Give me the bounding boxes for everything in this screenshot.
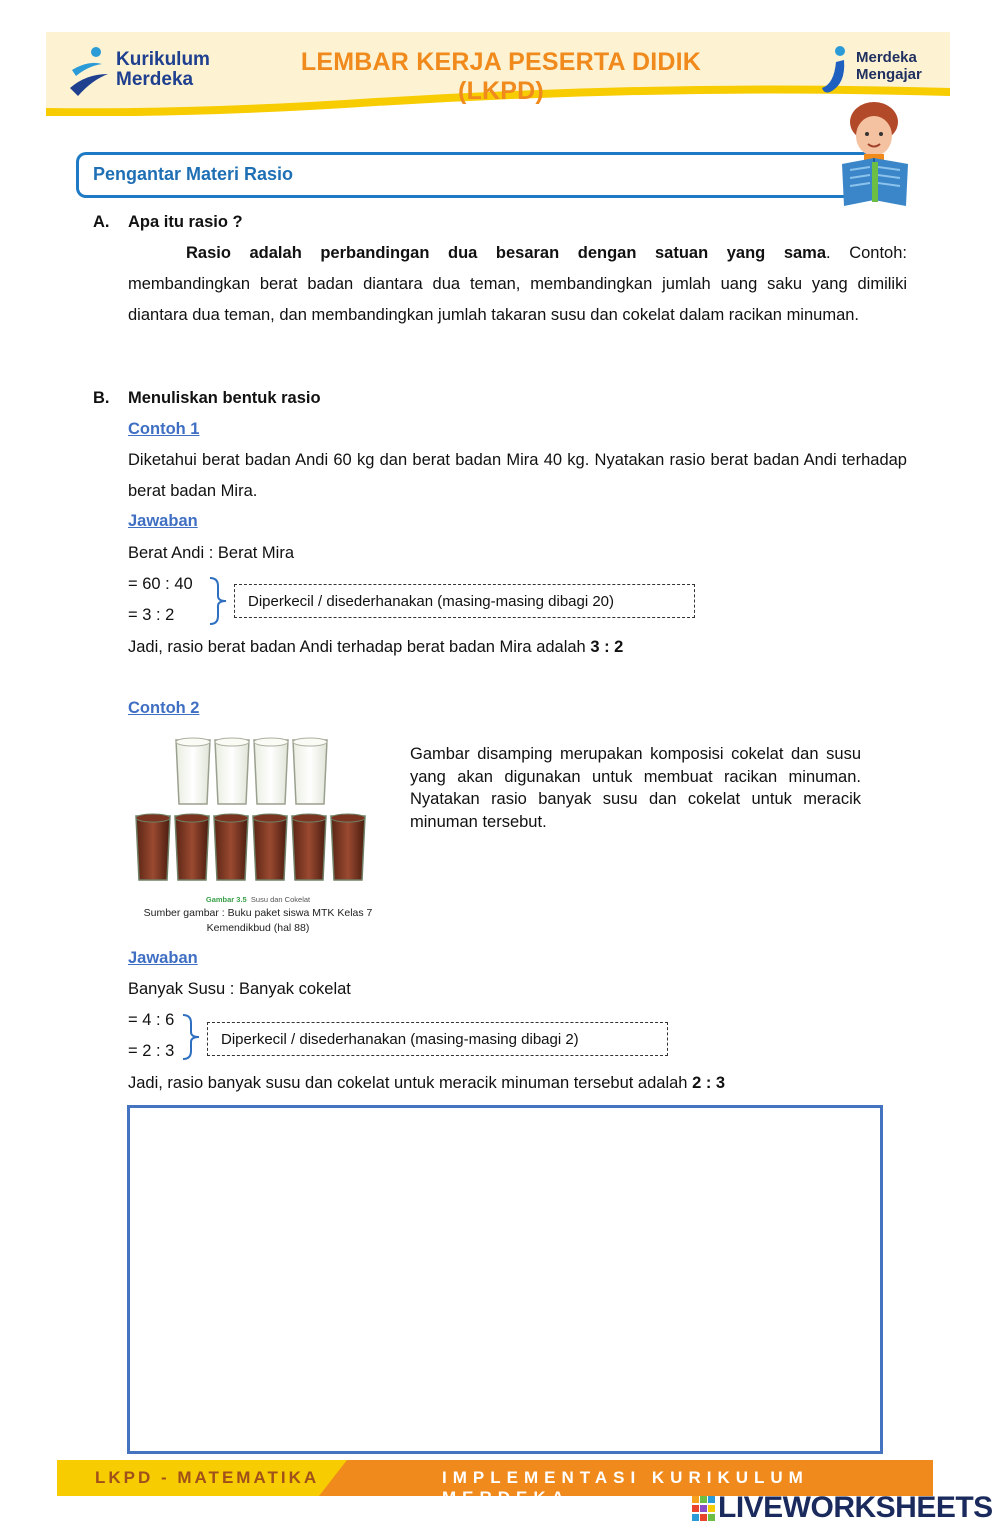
logo-word-mengajar: Mengajar bbox=[856, 66, 922, 83]
example-1-result: 3 : 2 bbox=[590, 638, 624, 656]
example-1-problem: Diketahui berat badan Andi 60 kg dan berat badan Mira 40 kg. Nyatakan rasio berat badan Andi terhadap berat badan Mira. bbox=[128, 451, 907, 500]
footer-subject: LKPD - MATEMATIKA bbox=[95, 1468, 320, 1487]
example-2-line-1: Banyak Susu : Banyak cokelat bbox=[128, 980, 351, 998]
milk-glass bbox=[293, 738, 327, 804]
example-1-line-1: Berat Andi : Berat Mira bbox=[128, 544, 294, 562]
merdeka-mengajar-icon bbox=[820, 44, 854, 96]
header-banner bbox=[46, 32, 950, 116]
milk-glass bbox=[176, 738, 210, 804]
chocolate-glass bbox=[214, 814, 248, 880]
example-2-line-3: = 2 : 3 bbox=[128, 1042, 175, 1060]
chocolate-glass bbox=[136, 814, 170, 880]
example-1-note: Diperkecil / disederhanakan (masing-masing dibagi 20) bbox=[234, 584, 695, 618]
chocolate-glass bbox=[331, 814, 365, 880]
example-1-conclusion bbox=[128, 638, 623, 657]
liveworksheets-watermark[interactable] bbox=[692, 1492, 992, 1526]
figure-caption bbox=[128, 895, 388, 904]
kurikulum-merdeka-logo bbox=[66, 42, 236, 102]
example-2-brace bbox=[181, 1013, 207, 1061]
logo-word-1: Kurikulum bbox=[116, 49, 210, 70]
example-1-line-2: = 60 : 40 bbox=[128, 575, 193, 593]
logo-word-merdeka: Merdeka bbox=[856, 49, 917, 66]
chocolate-glass bbox=[253, 814, 287, 880]
section-title: Pengantar Materi Rasio bbox=[93, 164, 294, 184]
part-a-letter: A. bbox=[93, 213, 110, 231]
figure-source bbox=[128, 906, 388, 936]
definition-bold: Rasio adalah perbandingan dua besaran dengan satuan yang sama bbox=[186, 244, 827, 262]
chocolate-glass bbox=[292, 814, 326, 880]
part-b-heading: Menuliskan bentuk rasio bbox=[128, 389, 321, 407]
example-2-conclusion-text: Jadi, rasio banyak susu dan cokelat untuk meracik minuman tersebut adalah bbox=[128, 1074, 693, 1092]
kurikulum-logo-icon bbox=[66, 44, 112, 98]
example-2-description: Gambar disamping merupakan komposisi cokelat dan susu yang akan digunakan untuk membuat racikan minuman. Nyatakan rasio banyak susu dan cokelat untuk meracik minuman tersebut. bbox=[410, 745, 861, 831]
part-a-heading: Apa itu rasio ? bbox=[128, 213, 243, 231]
example-2-result: 2 : 3 bbox=[692, 1074, 726, 1092]
figure-source-line-1: Sumber gambar : Buku paket siswa MTK Kelas 7 bbox=[143, 907, 373, 919]
example-1-conclusion-text: Jadi, rasio berat badan Andi terhadap berat badan Mira adalah bbox=[128, 638, 591, 656]
definition-rest: . Contoh: membandingkan berat badan diantara dua teman, membandingkan jumlah uang saku yang dimiliki diantara dua teman, dan membandingkan jumlah takaran susu dan cokelat dalam racikan minuman. bbox=[128, 244, 907, 324]
figure-caption-title: Susu dan Cokelat bbox=[250, 895, 311, 904]
merdeka-mengajar-logo bbox=[820, 42, 940, 102]
chocolate-glass bbox=[175, 814, 209, 880]
example-2-answer-label: Jawaban bbox=[128, 949, 198, 967]
example-2-line-2: = 4 : 6 bbox=[128, 1011, 175, 1029]
figure-caption-label: Gambar 3.5 bbox=[205, 895, 247, 904]
rasio-definition bbox=[128, 238, 907, 331]
milk-glass-row bbox=[176, 738, 327, 804]
example-2-label: Contoh 2 bbox=[128, 699, 200, 717]
milk-chocolate-glasses-figure bbox=[128, 734, 378, 886]
example-1-brace bbox=[208, 576, 234, 626]
reading-child-illustration bbox=[830, 100, 920, 212]
figure-source-line-2: Kemendikbud (hal 88) bbox=[206, 922, 310, 934]
example-1-line-3: = 3 : 2 bbox=[128, 606, 175, 624]
example-1-answer-label: Jawaban bbox=[128, 512, 198, 530]
logo-word-2: Merdeka bbox=[116, 69, 194, 90]
page-title: LEMBAR KERJA PESERTA DIDIK (LKPD) bbox=[300, 48, 702, 105]
chocolate-glass-row bbox=[136, 814, 365, 880]
liveworksheets-logo-icon bbox=[692, 1496, 716, 1522]
example-2-note: Diperkecil / disederhanakan (masing-masing dibagi 2) bbox=[207, 1022, 668, 1056]
watermark-text: LIVEWORKSHEETS bbox=[718, 1491, 993, 1524]
part-b-letter: B. bbox=[93, 389, 110, 407]
example-1-label: Contoh 1 bbox=[128, 420, 200, 438]
milk-glass bbox=[254, 738, 288, 804]
answer-area[interactable] bbox=[127, 1105, 883, 1454]
example-2-conclusion bbox=[128, 1074, 725, 1093]
milk-glass bbox=[215, 738, 249, 804]
footer-tagline: IMPLEMENTASI KURIKULUM MERDEKA bbox=[442, 1468, 809, 1507]
